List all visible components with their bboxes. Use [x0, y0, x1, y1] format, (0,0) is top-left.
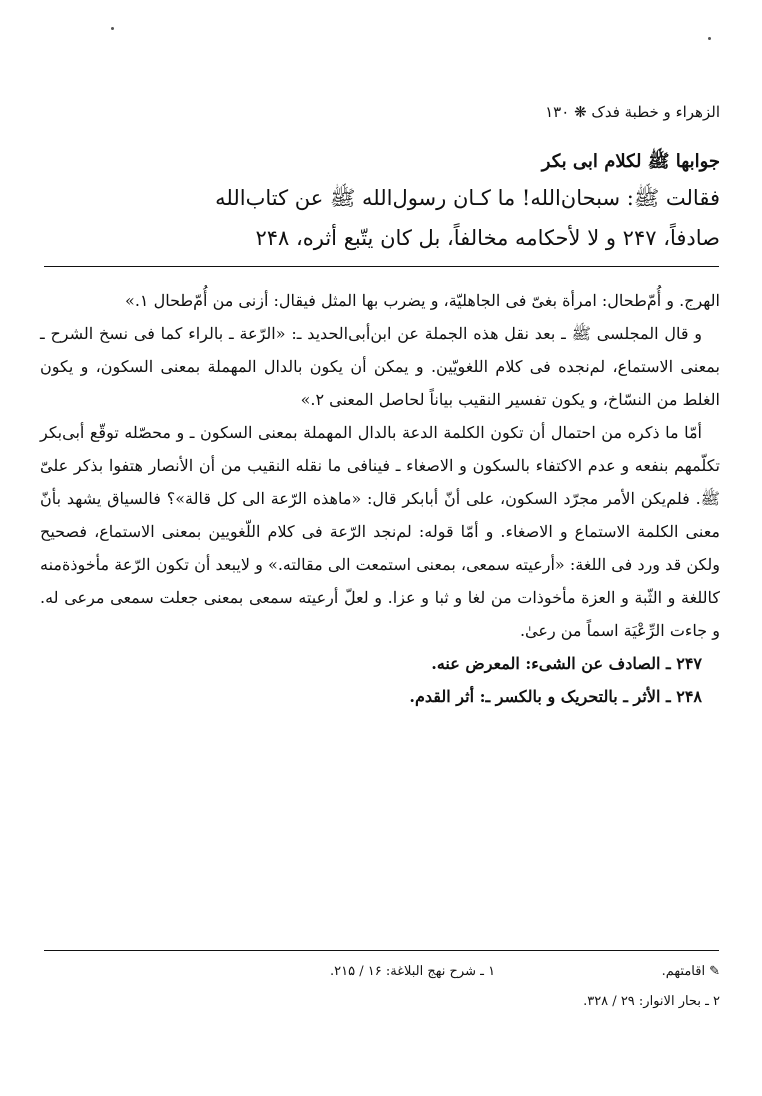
commentary-paragraph-2: و قال المجلسی ﷺ ـ بعد نقل هذه الجملة عن ابن‌أبی‌الحدید ـ: «الرّعة ـ بالراء کما فی نسخ الشرح ـ بمعنی الاستماع، لم‌نجده فی کلام اللغویّین. و یمکن أن یکون بالدال المهملة بمعنی السکون، و یکون الغلط من النسّاخ، و یکون تفسیر النقیب بیاناً لحاصل المعنی ۲.»: [40, 324, 720, 409]
scan-speck: [111, 27, 114, 30]
pencil-icon: ✎: [709, 964, 720, 979]
footnote-marker-text: اقامتهم.: [661, 964, 706, 979]
sermon-line-1: فقالت ﷺ: سبحان‌الله! ما کـان رسول‌الله ﷺ عن کتاب‌الله: [215, 186, 720, 210]
note-247: ۲۴۷ ـ الصادف عن الشیء: المعرض عنه.: [431, 654, 702, 673]
commentary-paragraph-1: الهرج. و أُمّ‌طحال: امرأة بغیّ فی الجاهلیّة، و یضرب بها المثل فیقال: أزنی من أُمّ‌طحال ۱.»: [125, 291, 720, 310]
footnote-row-1: [40, 964, 720, 979]
running-header: الزهراء و خطبة فدک ❋ ۱۳۰: [545, 103, 720, 121]
footnote-row-2: [40, 994, 720, 1009]
footnote-continuation: [662, 964, 720, 979]
sermon-quote: [36, 178, 720, 258]
commentary-paragraph-3: أمّا ما ذکره من احتمال أن تکون الکلمة الدعة بالدال المهملة بمعنی السکون ـ و محصّله توقّع أبی‌بکر تکلّمهم بنفعه و عدم الاکتفاء بالسکون و الاصغاء ـ فینافی ما نقله النقیب من أن الأنصار هتفوا بذکر علیّ ﷺ. فلم‌یکن الأمر مجرّد السکون، علی أنّ أبابکر قال: «ماهذه الرّعة الی کل قالة»؟ فالسیاق یشهد بأنّ معنی الکلمة الاستماع و الاصغاء. و أمّا قوله: لم‌نجد الرّعة فی کلام اللّغویین بمعنی الاستماع، فصحیح ولکن قد ورد فی اللغة: «أرعیته سمعی، بمعنی استمعت الی مقالته.» و لایبعد أن تکون الرّعة مأخوذةمنه کاللغة و الثّبة و العزة مأخوذات من لغا و ثبا و عزا. و لعلّ أرعیته سمعی بمعنی جعلت سمعی مرعی له. و جاءت الرِّعْیَة اسماً من رعیٰ.: [40, 423, 720, 640]
commentary-body: [40, 284, 720, 713]
scan-speck: [708, 37, 711, 40]
footnote-divider: [44, 950, 719, 951]
footnote-2: ۲ ـ بحار الانوار: ۲۹ / ۳۲۸.: [583, 994, 720, 1009]
note-248: ۲۴۸ ـ الأثر ـ بالتحریک و بالکسر ـ: أثر القدم.: [409, 687, 702, 706]
sermon-line-2: صادفاً، ۲۴۷ و لا لأحکامه مخالفاً، بل کان یتّبع أثره، ۲۴۸: [255, 226, 720, 250]
top-divider: [44, 266, 719, 267]
footnote-1: ۱ ـ شرح نهج البلاغة: ۱۶ / ۲۱۵.: [330, 964, 496, 979]
section-heading: جوابها ﷺ لکلام ابی بکر: [541, 151, 720, 172]
